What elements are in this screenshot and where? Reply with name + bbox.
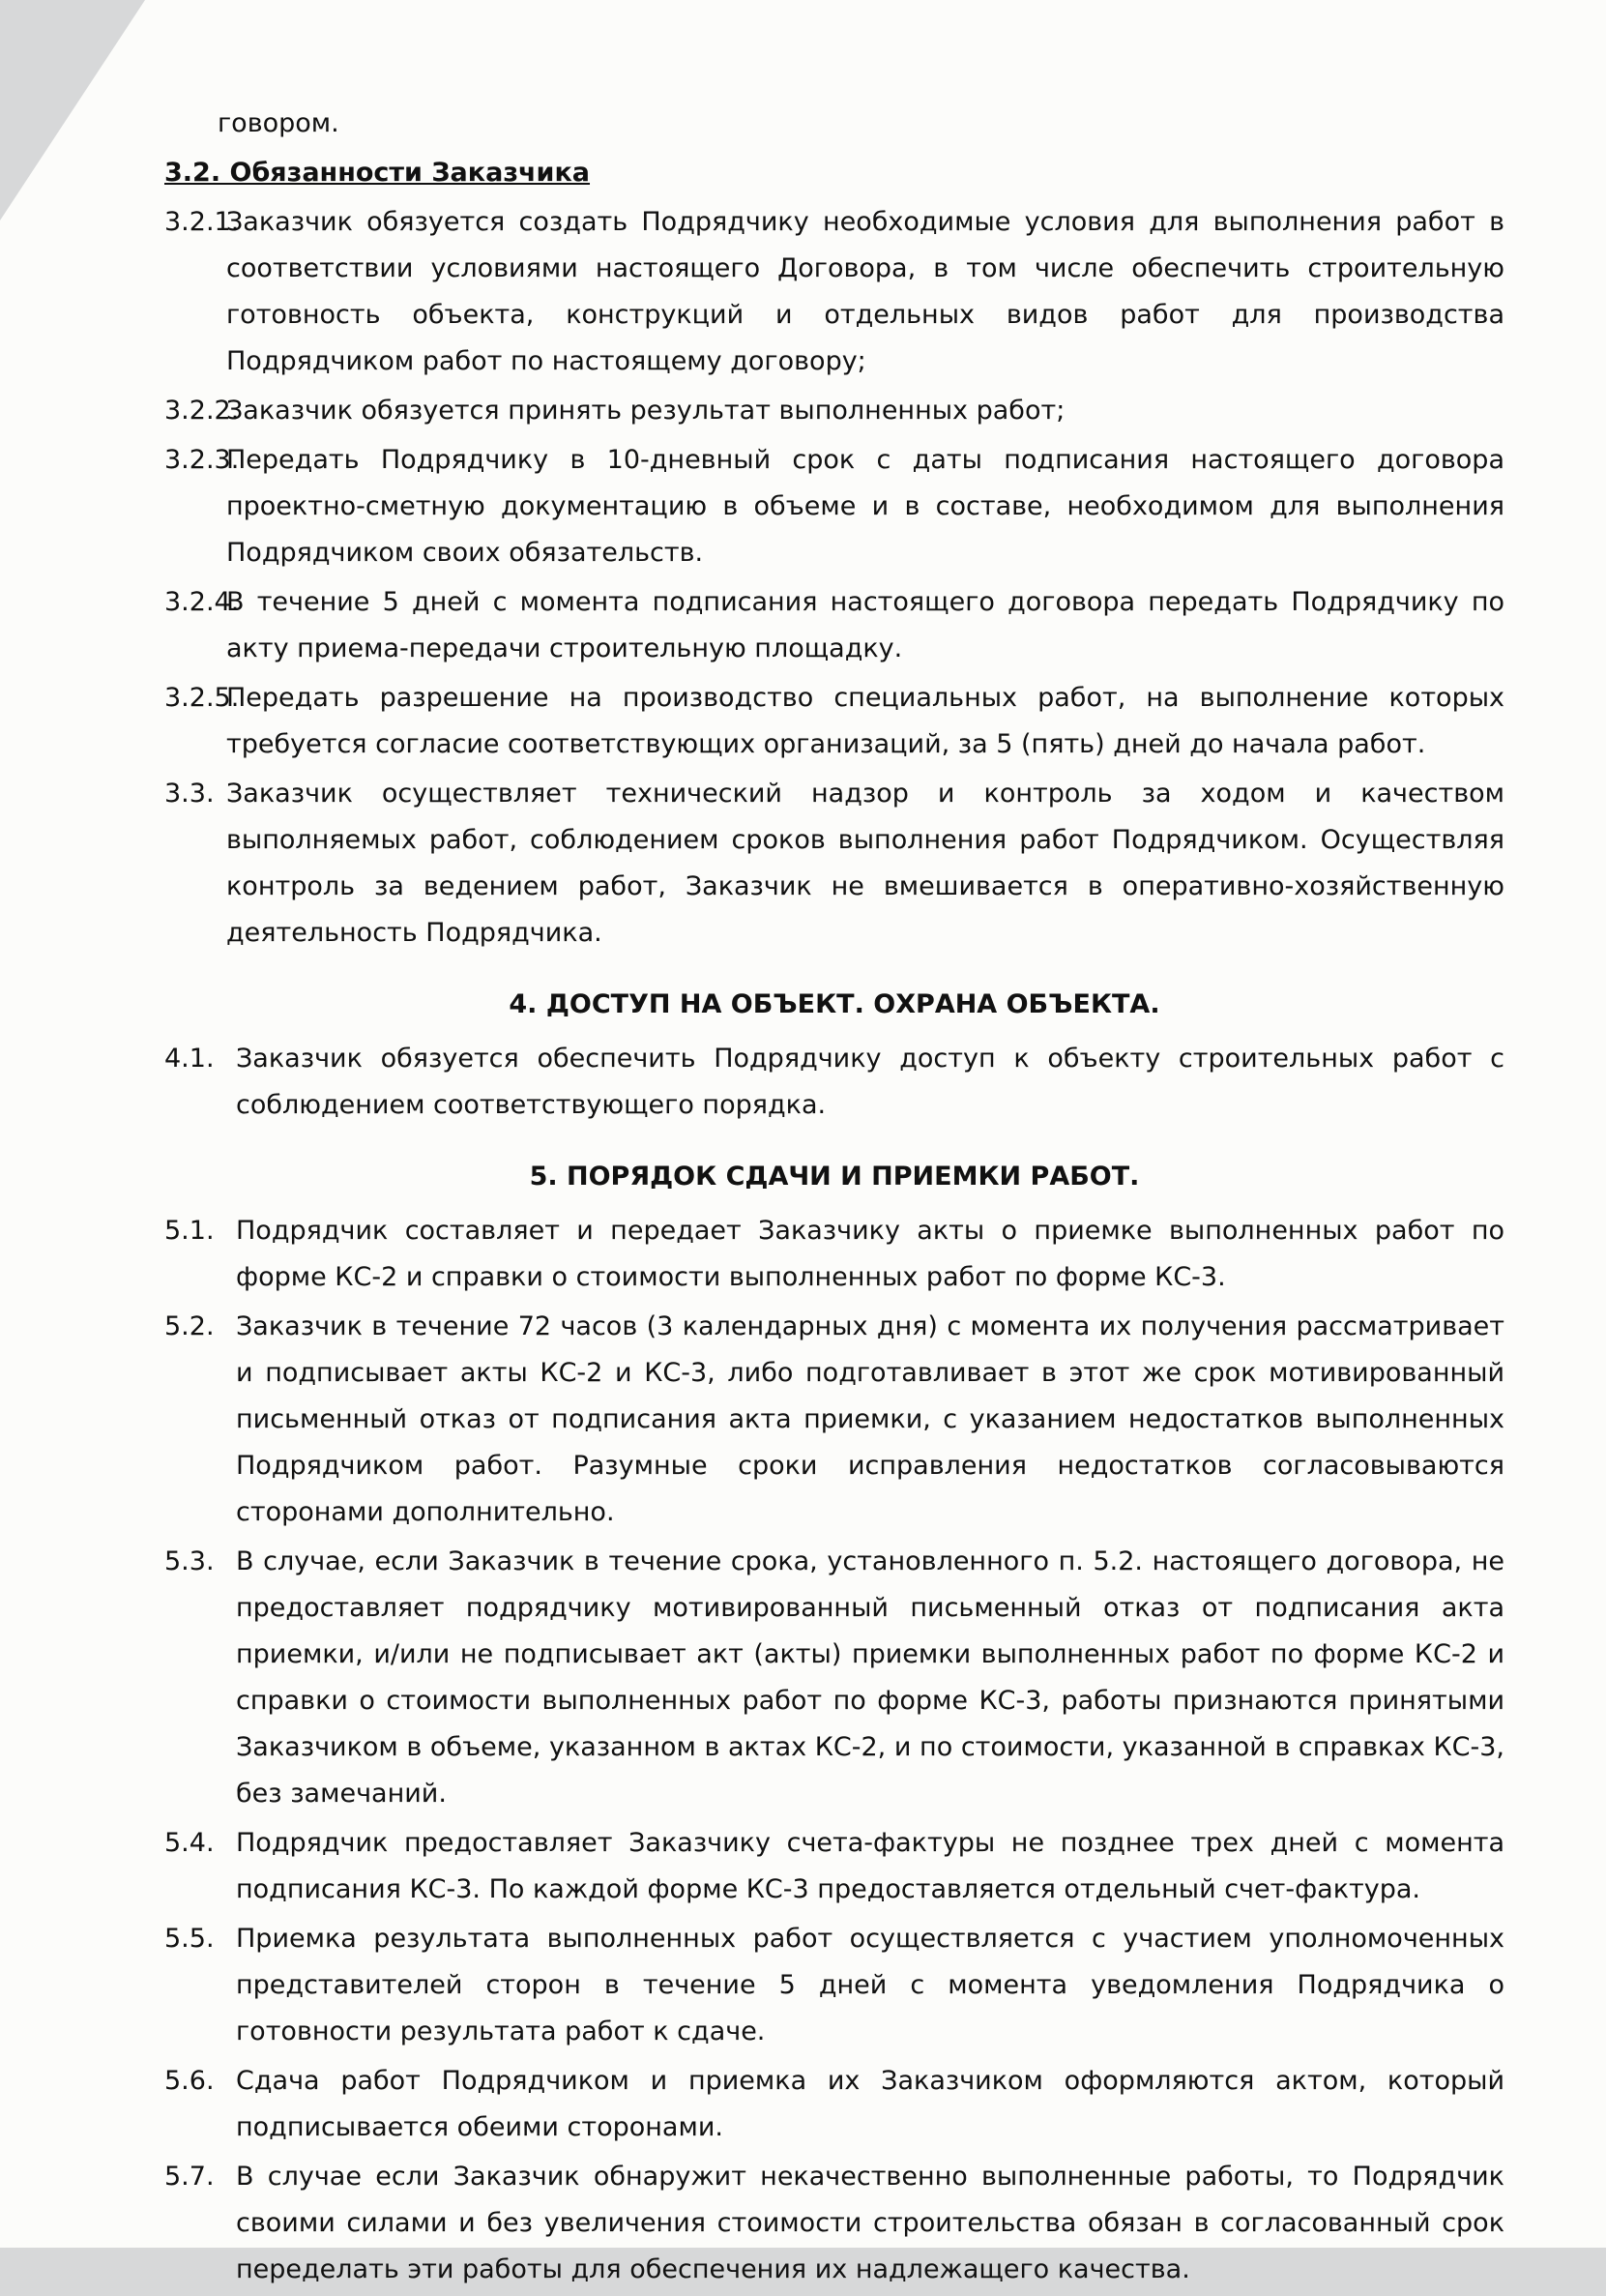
clause-number: 5.4. xyxy=(164,1828,215,1858)
clause-number: 4.1. xyxy=(164,1044,215,1074)
clause-number: 5.3. xyxy=(164,1546,215,1576)
clause-5-3 xyxy=(164,1539,1504,1817)
clause-text: В случае если Заказчик обнаружит некачественно выполненные работы, то Подрядчик своими силами и без увеличения стоимости строительства обязан в согласованный срок переделать эти работы для обеспечения их надлежащего качества. xyxy=(236,2162,1504,2284)
clause-3-2-4 xyxy=(164,579,1504,672)
clause-text: Заказчик обязуется обеспечить Подрядчику доступ к объекту строительных работ с соблюдением соответствующего порядка. xyxy=(236,1044,1504,1120)
clause-text: Сдача работ Подрядчиком и приемка их Заказчиком оформляются актом, который подписывается обеими сторонами. xyxy=(236,2066,1504,2142)
clause-5-5 xyxy=(164,1916,1504,2055)
clause-5-1 xyxy=(164,1208,1504,1301)
section-5-heading: 5. ПОРЯДОК СДАЧИ И ПРИЕМКИ РАБОТ. xyxy=(529,1162,1140,1192)
clause-text: В случае, если Заказчик в течение срока, установленного п. 5.2. настоящего договора, не предоставляет подрядчику мотивированный письменный отказ от подписания акта приемки, и/или не подписывает акт (акты) приемки выполненных работ по форме КС-2 и справки о стоимости выполненных работ по форме КС-3, работы признаются принятыми Заказчиком в объеме, указанном в актах КС-2, и по стоимости, указанной в справках КС-3, без замечаний. xyxy=(236,1546,1504,1809)
clause-number: 3.2.5. xyxy=(164,683,240,713)
clause-5-2 xyxy=(164,1304,1504,1536)
clause-number: 3.2.3. xyxy=(164,445,240,475)
clause-number: 5.6. xyxy=(164,2066,215,2096)
clause-text: В течение 5 дней с момента подписания настоящего договора передать Подрядчику по акту приема-передачи строительную площадку. xyxy=(226,587,1504,663)
clause-text: Заказчик обязуется принять результат выполненных работ; xyxy=(226,396,1066,426)
clause-text: Заказчик обязуется создать Подрядчику необходимые условия для выполнения работ в соответствии условиями настоящего Договора, в том числе обеспечить строительную готовность объекта, конструкций и отдельных видов работ для производства Подрядчиком работ по настоящему договору; xyxy=(226,207,1504,376)
clause-text: Передать Подрядчику в 10-дневный срок с даты подписания настоящего договора проектно-сметную документацию в объеме и в составе, необходимом для выполнения Подрядчиком своих обязательств. xyxy=(226,445,1504,568)
clause-text: Приемка результата выполненных работ осуществляется с участием уполномоченных представителей сторон в течение 5 дней с момента уведомления Подрядчика о готовности результата работ к сдаче. xyxy=(236,1924,1504,2046)
clause-number: 5.7. xyxy=(164,2162,215,2192)
clause-text: Заказчик осуществляет технический надзор и контроль за ходом и качеством выполняемых работ, соблюдением сроков выполнения работ Подрядчиком. Осуществляя контроль за ведением работ, Заказчик не вмешивается в оперативно-хозяйственную деятельность Подрядчика. xyxy=(226,779,1504,948)
clause-number: 5.2. xyxy=(164,1311,215,1341)
clause-3-2-5 xyxy=(164,675,1504,768)
clause-number: 3.2.4. xyxy=(164,587,240,617)
clause-5-7 xyxy=(164,2154,1504,2293)
clause-3-3 xyxy=(164,771,1504,957)
clause-number: 3.2.1. xyxy=(164,207,240,237)
clause-5-4 xyxy=(164,1820,1504,1913)
clause-number: 5.5. xyxy=(164,1924,215,1954)
clause-text: Заказчик в течение 72 часов (3 календарных дня) с момента их получения рассматривает и подписывает акты КС-2 и КС-3, либо подготавливает в этот же срок мотивированный письменный отказ от подписания акта приемки, с указанием недостатков выполненных Подрядчиком работ. Разумные сроки исправления недостатков согласовываются сторонами дополнительно. xyxy=(236,1311,1504,1527)
clause-3-2-3 xyxy=(164,437,1504,576)
clause-number: 3.3. xyxy=(164,779,215,809)
clause-text: Подрядчик предоставляет Заказчику счета-фактуры не позднее трех дней с момента подписания КС-3. По каждой форме КС-3 предоставляется отдельный счет-фактура. xyxy=(236,1828,1504,1904)
clause-text: Передать разрешение на производство специальных работ, на выполнение которых требуется согласие соответствующих организаций, за 5 (пять) дней до начала работ. xyxy=(226,683,1504,759)
clause-text: Подрядчик составляет и передает Заказчику акты о приемке выполненных работ по форме КС-2 и справки о стоимости выполненных работ по форме КС-3. xyxy=(236,1216,1504,1292)
clause-number: 3.2.2. xyxy=(164,396,240,426)
continuation-text: говором. xyxy=(218,108,339,138)
clause-number: 5.1. xyxy=(164,1216,215,1246)
section-3-2-heading: 3.2. Обязанности Заказчика xyxy=(164,158,591,188)
clause-3-2-1 xyxy=(164,199,1504,385)
section-4-heading: 4. ДОСТУП НА ОБЪЕКТ. ОХРАНА ОБЪЕКТА. xyxy=(509,989,1160,1019)
contract-text xyxy=(164,101,1504,2296)
clause-3-2-2 xyxy=(164,388,1504,434)
clause-4-1 xyxy=(164,1036,1504,1129)
clause-5-6 xyxy=(164,2058,1504,2151)
